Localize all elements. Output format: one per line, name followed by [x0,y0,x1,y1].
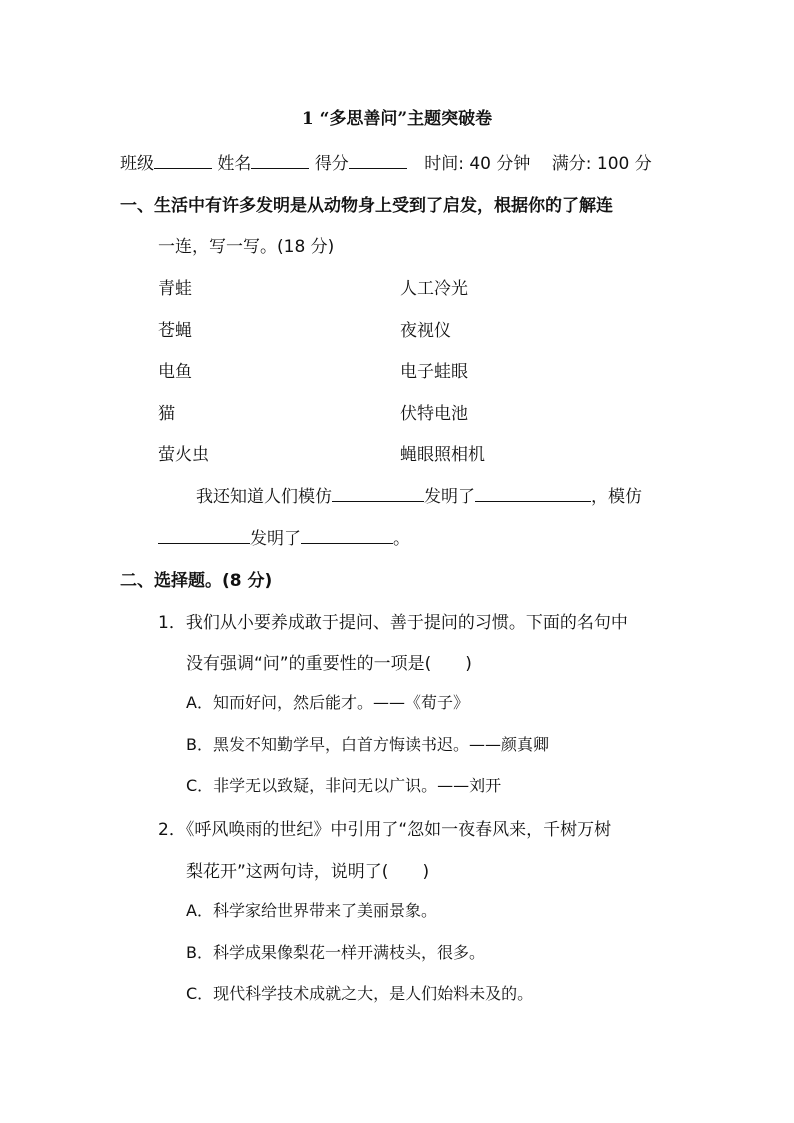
right-item[interactable]: 人工冷光 [400,279,468,299]
section2-heading: 二、选择题。(8 分) [120,571,273,591]
fill-text: 发明了 [250,529,301,549]
option-c[interactable]: C．非学无以致疑，非问无以广识。——刘开 [186,776,502,795]
fill-blank[interactable] [332,485,424,502]
exam-info-line [120,149,652,174]
name-blank[interactable] [251,152,309,169]
fill-text: 我还知道人们模仿 [196,487,332,507]
fill-blank[interactable] [158,527,250,544]
right-item[interactable]: 伏特电池 [400,404,468,424]
option-c[interactable]: C．现代科学技术成就之大，是人们始料未及的。 [186,984,534,1003]
score-blank[interactable] [349,152,407,169]
fill-text: ，模仿 [591,487,642,507]
question-1-cont: 没有强调“问”的重要性的一项是( ) [186,654,472,674]
option-a[interactable]: A．科学家给世界带来了美丽景象。 [186,901,437,920]
option-b[interactable]: B．黑发不知勤学早，白首方悔读书迟。——颜真卿 [186,735,549,754]
time-label: 时间: 40 分钟 [424,154,531,174]
left-item[interactable]: 电鱼 [158,362,192,382]
fill-text: 发明了 [424,487,475,507]
name-label: 姓名 [217,154,252,174]
question-2: 2．《呼风唤雨的世纪》中引用了“忽如一夜春风来，千树万树 [158,820,612,840]
section1-heading-cont: 一连，写一写。(18 分) [158,237,335,257]
left-item[interactable]: 青蛙 [158,279,192,299]
class-label: 班级 [120,154,154,174]
fill-line-1 [196,482,642,507]
class-blank[interactable] [154,152,212,169]
fill-blank[interactable] [301,527,393,544]
left-item[interactable]: 苍蝇 [158,321,192,341]
page-title: 1 “多思善问”主题突破卷 [301,109,493,129]
right-item[interactable]: 蝇眼照相机 [400,445,485,465]
fill-text: 。 [393,529,410,549]
question-2-cont: 梨花开”这两句诗，说明了( ) [186,862,430,882]
right-item[interactable]: 夜视仪 [400,321,451,341]
left-item[interactable]: 萤火虫 [158,445,209,465]
fill-blank[interactable] [475,485,591,502]
score-label: 得分 [314,154,349,174]
left-item[interactable]: 猫 [158,404,175,424]
option-a[interactable]: A．知而好问，然后能才。——《荀子》 [186,693,469,712]
section1-heading: 一、生活中有许多发明是从动物身上受到了启发，根据你的了解连 [120,196,613,216]
option-b[interactable]: B．科学成果像梨花一样开满枝头，很多。 [186,943,485,962]
right-item[interactable]: 电子蛙眼 [400,362,468,382]
fill-line-2 [158,524,410,549]
full-score-label: 满分: 100 分 [551,154,652,174]
question-1: 1．我们从小要养成敢于提问、善于提问的习惯。下面的名句中 [158,613,628,633]
